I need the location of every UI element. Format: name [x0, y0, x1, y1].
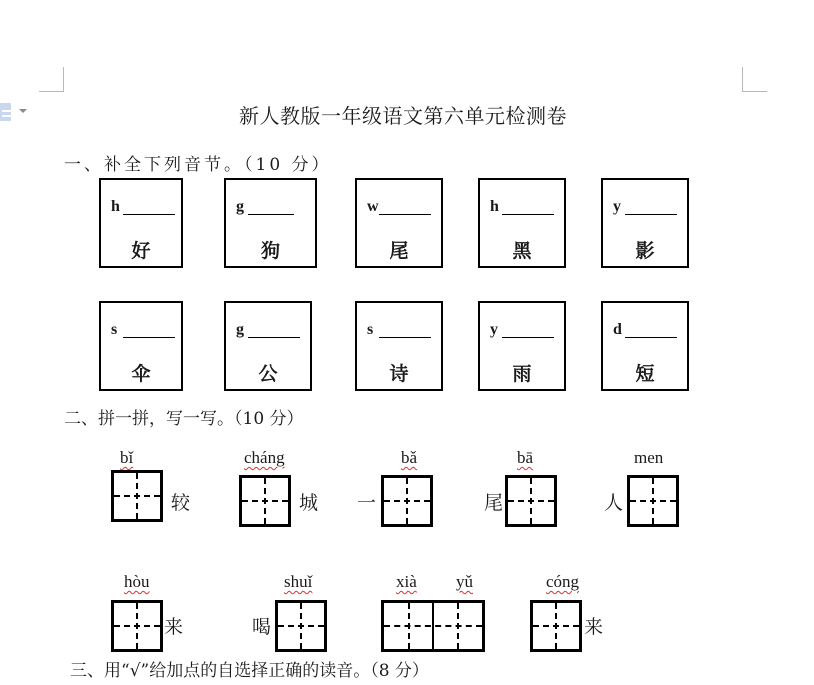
answer-blank[interactable] [502, 214, 554, 215]
context-char: 城 [299, 492, 319, 514]
syllable-box [99, 178, 183, 268]
pinyin-label: cóng [546, 572, 580, 591]
syllable-box [478, 178, 566, 268]
answer-blank[interactable] [379, 337, 431, 338]
syllable-box [355, 178, 443, 268]
context-char: 较 [171, 492, 191, 514]
hanzi: 诗 [389, 363, 409, 385]
tian-grid-box[interactable] [111, 600, 163, 652]
answer-blank[interactable] [502, 337, 554, 338]
pinyin-label: bā [517, 448, 534, 467]
syllable-box [601, 301, 689, 391]
answer-blank[interactable] [248, 214, 294, 215]
answer-blank[interactable] [379, 214, 431, 215]
tian-grid-box[interactable] [530, 600, 582, 652]
answer-blank[interactable] [625, 337, 677, 338]
tian-grid-box[interactable] [239, 475, 291, 527]
section-2-heading: 二、拼一拼，写一写。（10 分） [64, 409, 304, 429]
tian-grid-box[interactable] [627, 475, 679, 527]
pinyin-label: cháng [244, 448, 285, 467]
answer-blank[interactable] [123, 337, 175, 338]
syllable-initial: s [111, 321, 118, 338]
syllable-initial: y [613, 198, 621, 215]
syllable-initial: h [111, 198, 120, 215]
syllable-initial: g [236, 198, 244, 215]
answer-blank[interactable] [625, 214, 677, 215]
context-char: 人 [604, 492, 624, 514]
hanzi: 好 [131, 240, 151, 262]
context-char: 一 [357, 492, 377, 514]
hanzi: 公 [258, 363, 278, 385]
answer-blank[interactable] [248, 337, 300, 338]
pinyin-label: bǎ [401, 448, 418, 467]
pinyin-label: hòu [124, 572, 150, 591]
syllable-box [355, 301, 443, 391]
syllable-box [224, 178, 317, 268]
hanzi: 短 [635, 363, 655, 385]
pinyin-label: men [634, 448, 664, 467]
syllable-box [601, 178, 689, 268]
hanzi: 影 [635, 240, 655, 262]
syllable-box [99, 301, 183, 391]
context-char: 尾 [484, 492, 504, 514]
syllable-initial: w [367, 198, 379, 215]
context-char: 来 [584, 616, 604, 638]
syllable-initial: y [490, 321, 498, 338]
tian-grid-box[interactable] [111, 470, 163, 522]
hanzi: 尾 [389, 240, 409, 262]
section-1-heading: 一、补全下列音节。（10 分） [64, 155, 332, 175]
page-corner-top-right [742, 67, 767, 92]
tian-grid-box[interactable] [275, 600, 327, 652]
pinyin-label: yǔ [456, 572, 473, 591]
tian-grid-box[interactable] [381, 475, 433, 527]
hanzi: 伞 [131, 363, 151, 385]
page-corner-top-left [39, 67, 64, 92]
syllable-initial: s [367, 321, 374, 338]
pinyin-label: bǐ [120, 448, 134, 467]
answer-blank[interactable] [123, 214, 175, 215]
syllable-initial: g [236, 321, 244, 338]
tian-grid-box[interactable] [505, 475, 557, 527]
hanzi: 狗 [260, 240, 280, 262]
hanzi: 黑 [512, 240, 532, 262]
syllable-initial: h [490, 198, 499, 215]
hanzi: 雨 [512, 363, 532, 385]
pinyin-label: xià [396, 572, 417, 591]
syllable-box [478, 301, 566, 391]
syllable-initial: d [613, 321, 622, 338]
context-char: 来 [164, 616, 184, 638]
syllable-box [224, 301, 312, 391]
tian-grid-double-box[interactable] [381, 600, 485, 652]
pinyin-label: shuǐ [284, 572, 313, 591]
document-title: 新人教版一年级语文第六单元检测卷 [239, 104, 567, 128]
context-char: 喝 [252, 616, 272, 638]
section-3-heading: 三、用“√”给加点的自选择正确的读音。（8 分） [70, 661, 429, 681]
